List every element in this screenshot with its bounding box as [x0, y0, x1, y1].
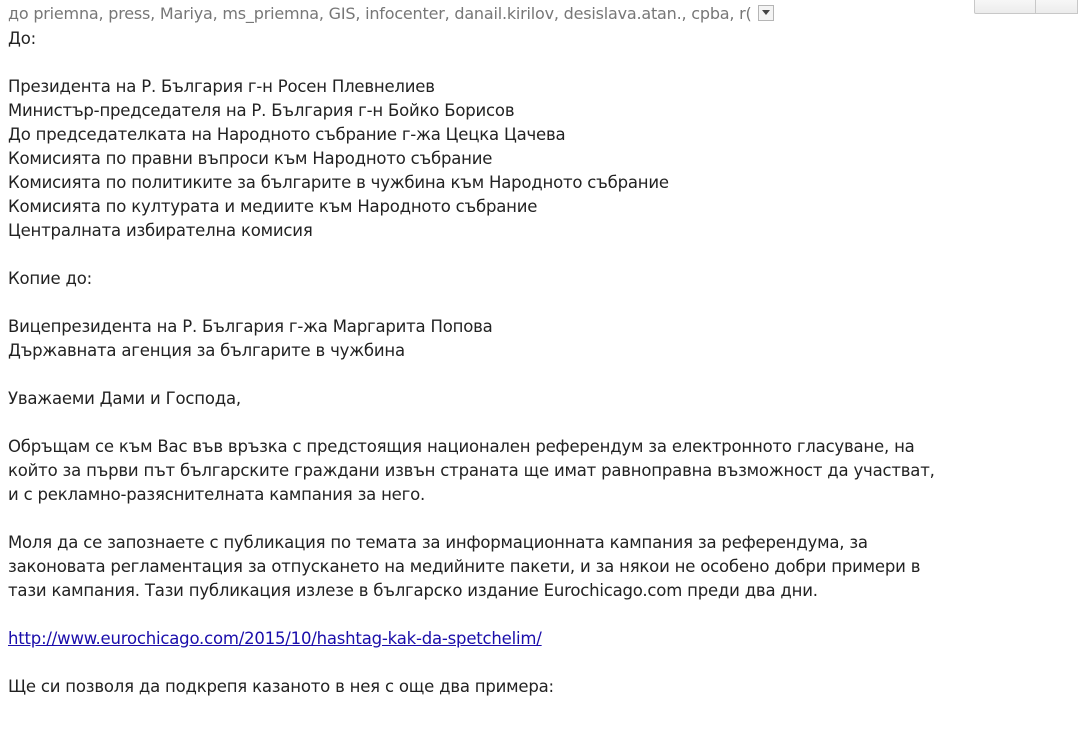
spacer — [8, 603, 1073, 627]
paragraph-line: и с рекламно-разяснителната кампания за него. — [8, 485, 426, 504]
spacer — [8, 411, 1073, 435]
to-recipient: Министър-председателя на Р. България г-н Бойко Борисов — [8, 101, 515, 120]
greeting: Уважаеми Дами и Господа, — [8, 389, 241, 408]
to-recipient: Комисията по политиките за българите в чужбина към Народното събрание — [8, 173, 669, 192]
to-label: До: — [8, 29, 36, 48]
paragraph-line: законовата регламентация за отпускането на медийните пакети, и за някои не особено добри примери в — [8, 557, 921, 576]
spacer — [8, 243, 1073, 267]
expand-recipients-button[interactable] — [758, 5, 774, 21]
recipients-list: до priemna, press, Mariya, ms_priemna, GIS, infocenter, danail.kirilov, desislava.atan., cpba, r( — [8, 3, 752, 23]
paragraph-line: Обръщам се към Вас във връзка с предстоящия национален референдум за електронното гласуване, на — [8, 437, 915, 456]
to-recipient: Централната избирателна комисия — [8, 221, 313, 240]
spacer — [8, 291, 1073, 315]
recipients-header — [8, 0, 938, 26]
article-link[interactable]: http://www.eurochicago.com/2015/10/hashtag-kak-da-spetchelim/ — [8, 629, 542, 648]
paragraph-line: който за първи път българските граждани извън страната ще имат равноправна възможност да участват, — [8, 461, 935, 480]
to-recipient: До председателката на Народното събрание г-жа Цецка Цачева — [8, 125, 566, 144]
spacer — [8, 651, 1073, 675]
spacer — [8, 363, 1073, 387]
closing-line: Ще си позволя да подкрепя казаното в нея с още два примера: — [8, 677, 554, 696]
toolbar-divider — [1035, 0, 1036, 13]
cc-recipient: Вицепрезидента на Р. България г-жа Маргарита Попова — [8, 317, 493, 336]
email-body — [8, 27, 1073, 699]
to-recipient: Комисията по правни въпроси към Народното събрание — [8, 149, 493, 168]
paragraph-line: тази кампания. Тази публикация излезе в българско издание Eurochicago.com преди два дни. — [8, 581, 818, 600]
paragraph-line: Моля да се запознаете с публикация по темата за информационната кампания за референдума, за — [8, 533, 868, 552]
cc-label: Копие до: — [8, 269, 92, 288]
spacer — [8, 507, 1073, 531]
chevron-down-icon — [762, 10, 770, 16]
spacer — [8, 51, 1073, 75]
reply-toolbar-button[interactable] — [974, 0, 1078, 14]
to-recipient: Президента на Р. България г-н Росен Плевнелиев — [8, 77, 435, 96]
to-recipient: Комисията по културата и медиите към Народното събрание — [8, 197, 538, 216]
cc-recipient: Държавната агенция за българите в чужбина — [8, 341, 405, 360]
